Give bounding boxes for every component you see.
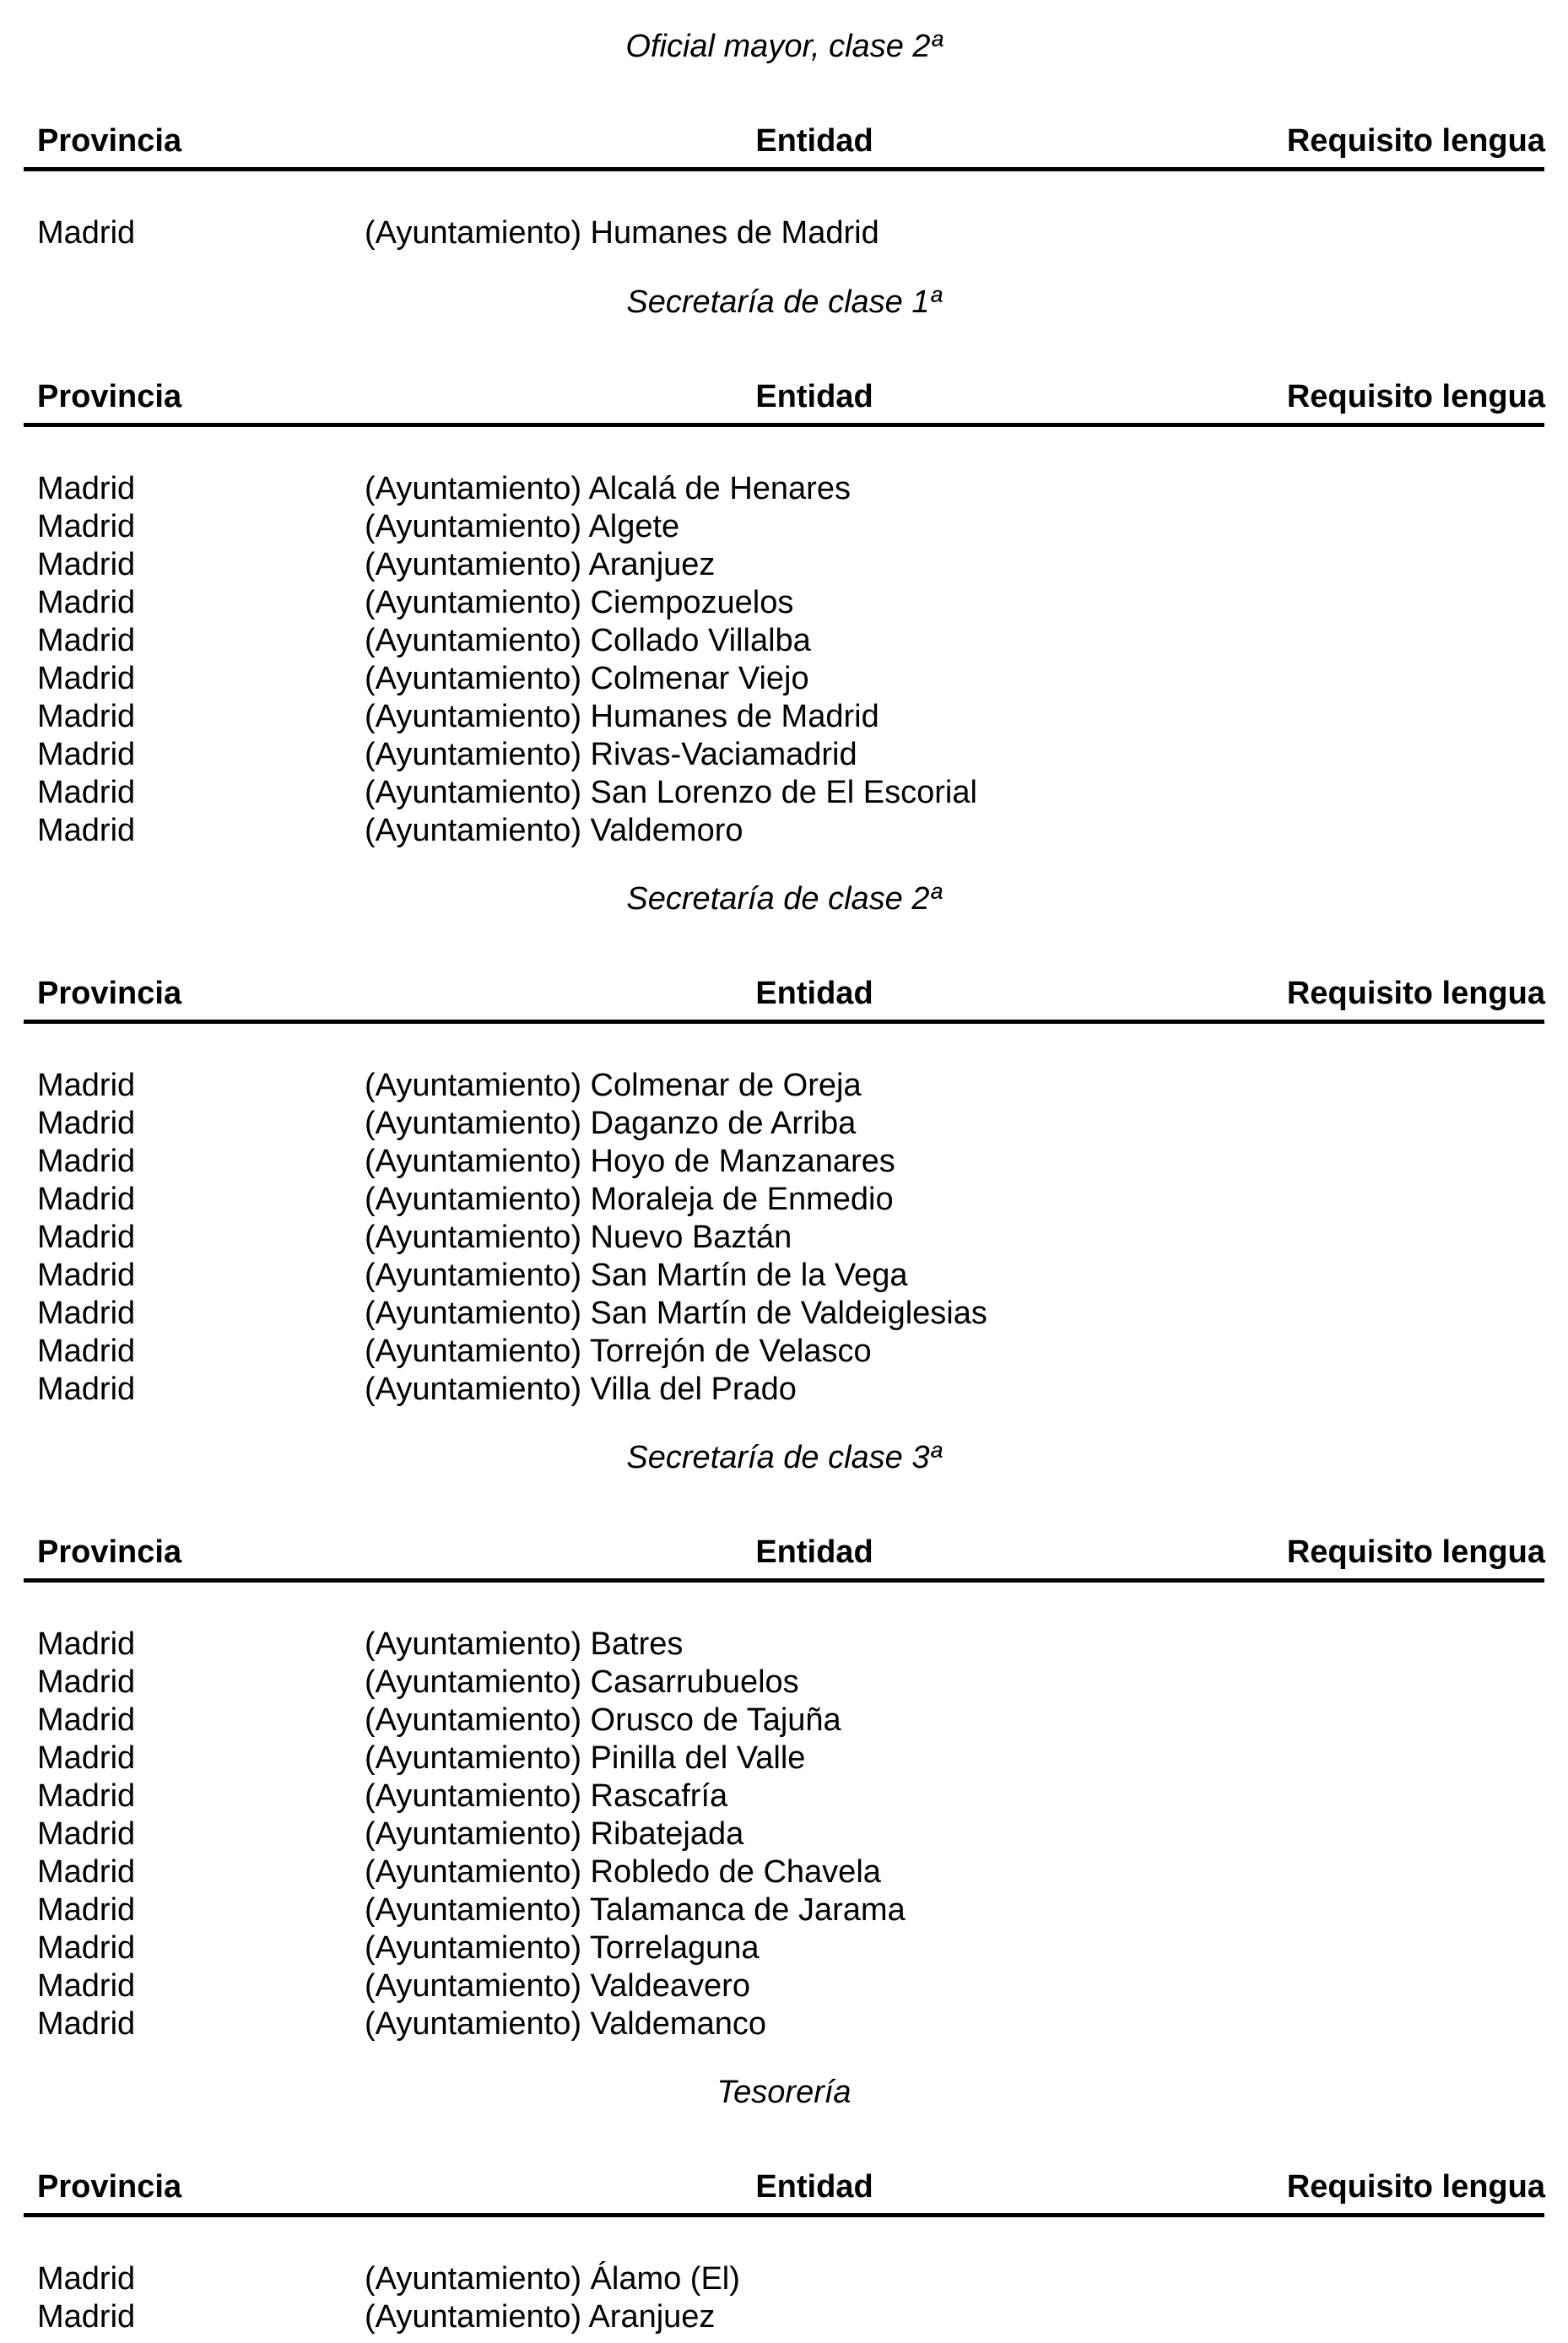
cell-provincia: Madrid bbox=[37, 1182, 136, 1217]
table-row bbox=[0, 774, 1568, 812]
table-row bbox=[0, 1626, 1568, 1664]
table-row bbox=[0, 1891, 1568, 1929]
cell-provincia: Madrid bbox=[37, 1740, 136, 1776]
table-row bbox=[0, 1181, 1568, 1219]
column-header-requisito-lengua: Requisito lengua bbox=[1286, 379, 1545, 414]
table-row bbox=[0, 2005, 1568, 2043]
cell-entidad: (Ayuntamiento) Ciempozuelos bbox=[365, 585, 794, 620]
cell-entidad: (Ayuntamiento) Talamanca de Jarama bbox=[365, 1892, 906, 1928]
cell-provincia: Madrid bbox=[37, 2006, 136, 2042]
cell-provincia: Madrid bbox=[37, 1106, 136, 1141]
cell-entidad: (Ayuntamiento) Aranjuez bbox=[365, 2299, 716, 2335]
cell-provincia: Madrid bbox=[37, 1372, 136, 1407]
cell-provincia: Madrid bbox=[37, 1068, 136, 1103]
cell-entidad: (Ayuntamiento) Ribatejada bbox=[365, 1816, 744, 1852]
cell-entidad: (Ayuntamiento) Valdeavero bbox=[365, 1968, 750, 2004]
table-row bbox=[0, 1105, 1568, 1143]
table-body bbox=[0, 470, 1568, 850]
section-title: Secretaría de clase 1ª bbox=[626, 284, 942, 320]
cell-entidad: (Ayuntamiento) Batres bbox=[365, 1626, 684, 1662]
cell-provincia: Madrid bbox=[37, 737, 136, 772]
cell-entidad: (Ayuntamiento) Alcalá de Henares bbox=[365, 471, 851, 506]
cell-provincia: Madrid bbox=[37, 1144, 136, 1179]
table-body bbox=[0, 1626, 1568, 2043]
table-row bbox=[0, 546, 1568, 584]
table-row bbox=[0, 698, 1568, 736]
section-title: Secretaría de clase 3ª bbox=[626, 1440, 942, 1475]
cell-entidad: (Ayuntamiento) Aranjuez bbox=[365, 547, 716, 582]
cell-entidad: (Ayuntamiento) Humanes de Madrid bbox=[365, 215, 879, 251]
cell-entidad: (Ayuntamiento) Rivas-Vaciamadrid bbox=[365, 737, 857, 772]
cell-provincia: Madrid bbox=[37, 471, 136, 506]
table-row bbox=[0, 1067, 1568, 1105]
table-row bbox=[0, 812, 1568, 850]
table-row bbox=[0, 1929, 1568, 1967]
cell-provincia: Madrid bbox=[37, 1220, 136, 1255]
table-body bbox=[0, 1067, 1568, 1409]
cell-provincia: Madrid bbox=[37, 813, 136, 848]
table-row bbox=[0, 1257, 1568, 1295]
cell-entidad: (Ayuntamiento) Torrelaguna bbox=[365, 1930, 760, 1966]
cell-entidad: (Ayuntamiento) Humanes de Madrid bbox=[365, 699, 879, 734]
column-header-requisito-lengua: Requisito lengua bbox=[1286, 123, 1545, 159]
table-row bbox=[0, 736, 1568, 774]
section-title: Tesorería bbox=[716, 2075, 852, 2110]
cell-provincia: Madrid bbox=[37, 1334, 136, 1369]
cell-provincia: Madrid bbox=[37, 1892, 136, 1928]
column-header-entidad: Entidad bbox=[755, 2169, 873, 2205]
table-row bbox=[0, 1219, 1568, 1257]
cell-provincia: Madrid bbox=[37, 1664, 136, 1700]
column-header-entidad: Entidad bbox=[755, 379, 873, 414]
column-header-provincia: Provincia bbox=[37, 976, 182, 1011]
cell-entidad: (Ayuntamiento) Rascafría bbox=[365, 1778, 728, 1814]
header-rule bbox=[24, 1578, 1544, 1583]
column-header-requisito-lengua: Requisito lengua bbox=[1286, 976, 1545, 1011]
cell-provincia: Madrid bbox=[37, 1968, 136, 2004]
table-row bbox=[0, 1815, 1568, 1853]
cell-provincia: Madrid bbox=[37, 215, 136, 251]
cell-entidad: (Ayuntamiento) San Martín de la Vega bbox=[365, 1258, 908, 1293]
table-header bbox=[0, 1533, 1568, 1572]
cell-entidad: (Ayuntamiento) Valdemoro bbox=[365, 813, 743, 848]
cell-provincia: Madrid bbox=[37, 1854, 136, 1890]
cell-entidad: (Ayuntamiento) Algete bbox=[365, 509, 680, 544]
cell-entidad: (Ayuntamiento) Álamo (El) bbox=[365, 2261, 740, 2297]
cell-entidad: (Ayuntamiento) Colmenar de Oreja bbox=[365, 1068, 862, 1103]
table-row bbox=[0, 2260, 1568, 2298]
cell-provincia: Madrid bbox=[37, 2261, 136, 2297]
cell-provincia: Madrid bbox=[37, 1296, 136, 1331]
cell-entidad: (Ayuntamiento) Collado Villalba bbox=[365, 623, 811, 658]
header-rule bbox=[24, 2213, 1544, 2217]
table-body bbox=[0, 214, 1568, 252]
cell-entidad: (Ayuntamiento) Moraleja de Enmedio bbox=[365, 1182, 894, 1217]
cell-entidad: (Ayuntamiento) Torrejón de Velasco bbox=[365, 1334, 872, 1369]
cell-provincia: Madrid bbox=[37, 1626, 136, 1662]
table-row bbox=[0, 1967, 1568, 2005]
column-header-entidad: Entidad bbox=[755, 123, 873, 159]
table-header bbox=[0, 377, 1568, 416]
column-header-provincia: Provincia bbox=[37, 123, 182, 159]
header-rule bbox=[24, 423, 1544, 427]
cell-entidad: (Ayuntamiento) Robledo de Chavela bbox=[365, 1854, 881, 1890]
cell-entidad: (Ayuntamiento) Valdemanco bbox=[365, 2006, 766, 2042]
table-row bbox=[0, 1778, 1568, 1815]
table-row bbox=[0, 2298, 1568, 2336]
header-rule bbox=[24, 167, 1544, 171]
cell-entidad: (Ayuntamiento) Orusco de Tajuña bbox=[365, 1702, 841, 1738]
table-row bbox=[0, 1143, 1568, 1181]
cell-entidad: (Ayuntamiento) Hoyo de Manzanares bbox=[365, 1144, 895, 1179]
cell-provincia: Madrid bbox=[37, 623, 136, 658]
cell-provincia: Madrid bbox=[37, 585, 136, 620]
cell-provincia: Madrid bbox=[37, 547, 136, 582]
table-row bbox=[0, 508, 1568, 546]
section-title: Secretaría de clase 2ª bbox=[626, 881, 942, 917]
column-header-provincia: Provincia bbox=[37, 2169, 182, 2205]
table-row bbox=[0, 584, 1568, 622]
column-header-entidad: Entidad bbox=[755, 976, 873, 1011]
column-header-provincia: Provincia bbox=[37, 379, 182, 414]
table-row bbox=[0, 1853, 1568, 1891]
column-header-entidad: Entidad bbox=[755, 1534, 873, 1570]
table-row bbox=[0, 214, 1568, 252]
cell-entidad: (Ayuntamiento) Colmenar Viejo bbox=[365, 661, 809, 696]
cell-entidad: (Ayuntamiento) Casarrubuelos bbox=[365, 1664, 799, 1700]
cell-provincia: Madrid bbox=[37, 1702, 136, 1738]
table-row bbox=[0, 1295, 1568, 1333]
cell-entidad: (Ayuntamiento) Villa del Prado bbox=[365, 1372, 797, 1407]
table-row bbox=[0, 1333, 1568, 1371]
table-row bbox=[0, 1702, 1568, 1740]
cell-provincia: Madrid bbox=[37, 1930, 136, 1966]
cell-provincia: Madrid bbox=[37, 775, 136, 810]
cell-provincia: Madrid bbox=[37, 1778, 136, 1814]
cell-provincia: Madrid bbox=[37, 699, 136, 734]
cell-entidad: (Ayuntamiento) San Martín de Valdeiglesias bbox=[365, 1296, 987, 1331]
table-row bbox=[0, 1664, 1568, 1702]
cell-entidad: (Ayuntamiento) Nuevo Baztán bbox=[365, 1220, 792, 1255]
table-body bbox=[0, 2260, 1568, 2336]
table-row bbox=[0, 1740, 1568, 1778]
cell-entidad: (Ayuntamiento) San Lorenzo de El Escorial bbox=[365, 775, 977, 810]
table-row bbox=[0, 1371, 1568, 1409]
table-row bbox=[0, 660, 1568, 698]
section-title: Oficial mayor, clase 2ª bbox=[625, 29, 943, 64]
table-header bbox=[0, 2167, 1568, 2206]
table-header bbox=[0, 122, 1568, 160]
header-rule bbox=[24, 1020, 1544, 1024]
cell-entidad: (Ayuntamiento) Pinilla del Valle bbox=[365, 1740, 806, 1776]
column-header-provincia: Provincia bbox=[37, 1534, 182, 1570]
cell-entidad: (Ayuntamiento) Daganzo de Arriba bbox=[365, 1106, 857, 1141]
table-row bbox=[0, 622, 1568, 660]
table-row bbox=[0, 470, 1568, 508]
table-header bbox=[0, 974, 1568, 1013]
cell-provincia: Madrid bbox=[37, 2299, 136, 2335]
column-header-requisito-lengua: Requisito lengua bbox=[1286, 2169, 1545, 2205]
cell-provincia: Madrid bbox=[37, 1816, 136, 1852]
column-header-requisito-lengua: Requisito lengua bbox=[1286, 1534, 1545, 1570]
cell-provincia: Madrid bbox=[37, 661, 136, 696]
cell-provincia: Madrid bbox=[37, 509, 136, 544]
cell-provincia: Madrid bbox=[37, 1258, 136, 1293]
